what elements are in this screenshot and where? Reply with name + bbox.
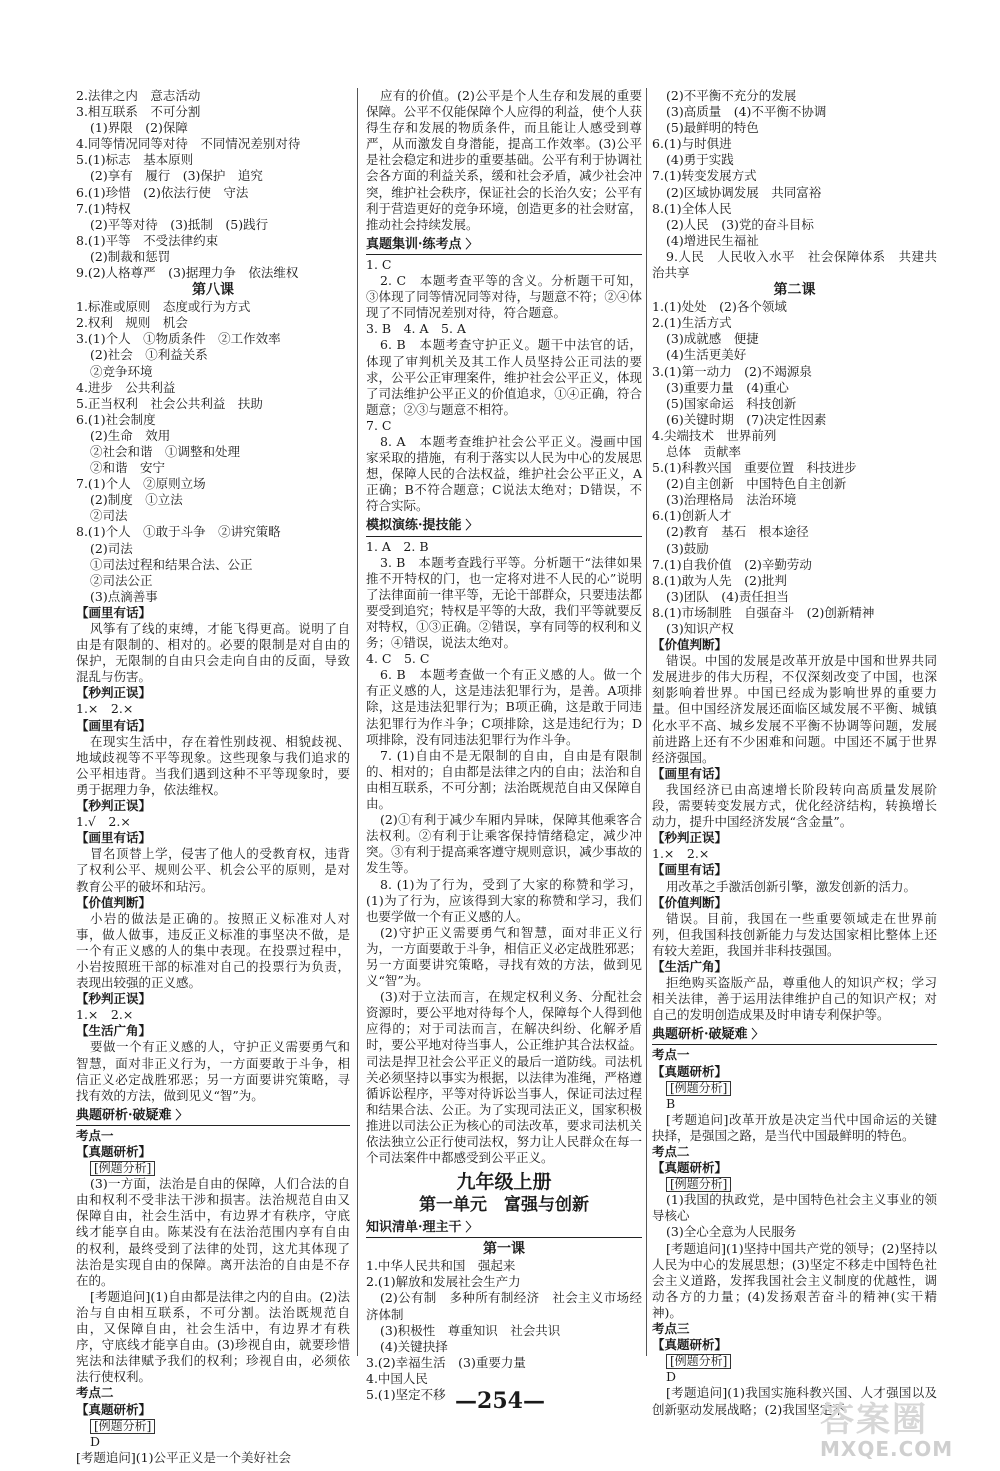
text-line: 6.(1)珍惜 (2)依法行使 守法	[76, 184, 249, 200]
watermark-url: MXQE.COM	[820, 1437, 954, 1461]
text-line: 4.进步 公共利益	[76, 379, 176, 395]
text-line: 1. C	[366, 256, 392, 272]
lesson-heading: 第二课	[773, 282, 816, 299]
paragraph: [考题追问](1)自由都是法律之内的自由。(2)法治与自由相互联系，不可分割。法治既规范自由，又保障自由，社会生活中，有边界才有秩序，守底线才能享自由。(3)珍视自由，就要珍惜宪法和法律赋予我们的权利；珍视自由，必须依法行使权利。	[76, 1288, 350, 1385]
paragraph: 我国经济已由高速增长阶段转向高质量发展阶段，需要转变发展方式，优化经济结构，转换增长动力，提升中国经济发展“含金量”。	[652, 781, 937, 830]
text-line: 8.(1)平等 不受法律约束	[76, 232, 219, 248]
paragraph: 拒绝购买盗版产品，尊重他人的知识产权；学习相关法律，善于运用法律维护自己的知识产权；对自己的发明创造成果及时申请专利保护等。	[652, 975, 937, 1023]
text-line: ②和谐 安宁	[90, 460, 166, 476]
bracket-label: 【真题研析】	[652, 1063, 728, 1079]
paragraph: (3)一方面，法治是自由的保障，人们合法的自由和权利不受非法干涉和损害。法治规范自由又保障自由，社会生活中，有边界才有秩序，守底线才能享自由。陈某没有在法治范围内享有自由的权利，最终受到了法律的处罚，这尤其体现了法治是实现自由的保障。离开法治的自由是不存在的。	[76, 1176, 350, 1288]
watermark-logo	[820, 1392, 990, 1466]
text-line: 1.标准或原则 态度或行为方式	[76, 299, 251, 315]
text-line: (2)制裁和惩罚	[90, 248, 171, 264]
section-heading: 模拟演练·提技能 〉	[366, 517, 642, 536]
section-heading: 真题集训·练考点 〉	[366, 236, 642, 255]
text-line: (3)成就感 便捷	[666, 331, 759, 347]
text-line: (1)界限 (2)保障	[90, 120, 188, 136]
watermark-text: 答案圈	[820, 1400, 928, 1440]
text-line: 1.× 2.×	[76, 701, 134, 717]
chevron-right-icon: 〉	[751, 1027, 764, 1042]
bracket-label: 【画里有话】	[76, 604, 152, 620]
text-line: (2)自主创新 中国特色自主创新	[666, 476, 847, 492]
text-line: 总体 贡献率	[666, 443, 742, 459]
bracket-label: 【画里有话】	[652, 765, 728, 781]
paragraph: 2. C 本题考查平等的含义。分析题干可知，③体现了同等情况同等对待，与题意不符；②④体现了不同情况差别对待，符合题意。	[366, 273, 642, 321]
paragraph: [考题追问](1)坚持中国共产党的领导；(2)坚持以人民为中心的发展思想；(3)坚定不移走中国特色社会主义道路，发挥我国社会主义制度的优越性，调动各方的力量；(4)发扬艰苦奋斗的精神(实干精神)。	[652, 1240, 937, 1320]
text-line: [考题追问](1)公平正义是一个美好社会	[76, 1449, 291, 1465]
bracket-label: 【真题研析】	[652, 1337, 728, 1353]
text-line: 3.相互联系 不可分割	[76, 104, 201, 120]
section-heading: 典题研析·破疑难 〉	[76, 1107, 350, 1126]
paragraph: 应有的价值。(2)公平是个人生存和发展的重要保障。公平不仅能保障个人应得的利益，使个人获得生存和发展的物质条件，而且能让人感受到尊严，从而激发自身潜能，提高工作效率。(3)公平是社会稳定和进步的重要基础。公平有利于协调社会各方面的利益关系，缓和社会矛盾，减少社会冲突，维护社会秩序，保证社会的长治久安；公平有利于营造更好的竞争环境，创造更多的社会财富，推动社会持续发展。	[366, 88, 642, 232]
text-line: 6.(1)与时俱进	[652, 136, 732, 152]
bracket-label: 【真题研析】	[652, 1160, 728, 1176]
text-line: D	[666, 1369, 677, 1385]
exam-point-heading: 考点二	[652, 1144, 690, 1159]
text-line: 1.× 2.×	[652, 846, 710, 862]
text-line: 7.(1)转变发展方式	[652, 168, 757, 184]
exam-point-heading: 考点三	[652, 1321, 690, 1337]
text-line: 7.(1)自我价值 (2)辛勤劳动	[652, 556, 812, 572]
text-line: 2.(1)生活方式	[652, 315, 732, 331]
text-line: 2.权利 规则 机会	[76, 315, 188, 331]
chevron-right-icon: 〉	[465, 1220, 478, 1235]
text-line	[652, 1080, 937, 1096]
grade-heading: 九年级上册	[456, 1171, 552, 1194]
paragraph: 3. B 本题考查践行平等。分析题干“法律如果推不开特权的门，也一定将对进不人民的心”说明了法律面前一律平等，无论干部群众，只要违法都要受到追究；特权是平等的大敌，我们平等就要反对特权，①③正确。②错误，享有同等的权利和义务；④错误，说法太绝对。	[366, 554, 642, 651]
text-line: (2)生命 效用	[90, 427, 171, 443]
page-number: —254—	[455, 1388, 545, 1414]
example-analysis-label: [例题分析]	[90, 1419, 155, 1434]
exam-point-heading: 考点一	[652, 1047, 690, 1063]
text-line: ②社会和谐 ①调整和处理	[90, 443, 241, 459]
text-line: B	[666, 1095, 676, 1111]
text-line: 8.(1)市场制胜 自强奋斗 (2)创新精神	[652, 604, 875, 620]
paragraph: 用改革之手激活创新引擎，激发创新的活力。	[666, 878, 917, 894]
column-right	[652, 88, 937, 1418]
bracket-label: 【秒判正误】	[76, 685, 152, 701]
column-divider	[646, 88, 647, 1356]
lesson-heading: 第一课	[483, 1241, 525, 1258]
paragraph: [考题追问](1)我国实施科教兴国、人才强国以及创新驱动发展战略；(2)我国坚定不	[652, 1385, 937, 1417]
example-analysis-label: [例题分析]	[666, 1354, 731, 1369]
text-line: (3)积极性 尊重知识 社会共识	[380, 1322, 561, 1338]
paragraph: 错误。中国的发展是改革开放是中国和世界共同发展进步的伟大历程，不仅深刻改变了中国，也深刻影响着世界。中国已经成为影响世界的重要力量。但中国经济发展还面临区域发展不平衡、城镇化水平不高、城乡发展不平衡不协调等问题，发展前进路上还有不少困难和问题。中国还不属于世界经济强国。	[652, 653, 937, 765]
paragraph: 6. B 本题考查做一个有正义感的人。做一个有正义感的人，这是违法犯罪行为，是善。A项排除，这是违法犯罪行为；B项正确，这是敢于同违法犯罪行为作斗争；C项排除，这是违纪行为；D项排除，没有同违法犯罪行为作斗争。	[366, 667, 642, 747]
text-line: (4)勇于实践	[666, 152, 734, 168]
text-line: (3)团队 (4)责任担当	[666, 588, 789, 604]
text-line: (2)平等对待 (3)抵制 (5)践行	[90, 216, 269, 232]
bracket-label: 【真题研析】	[76, 1401, 152, 1417]
chevron-right-icon: 〉	[465, 236, 478, 251]
text-line: 8.(1)全体人民	[652, 200, 732, 216]
text-line: (2)不平衡不充分的发展	[666, 88, 797, 103]
paragraph: (2)①有利于减少车厢内异味，保障其他乘客合法权利。②有利于让乘客保持情绪稳定，减少冲突。③有利于提高乘客遵守规则意识，减少事故的发生等。	[366, 812, 642, 876]
paragraph: 6. B 本题考查守护正义。题干中法官的话，体现了审判机关及其工作人员坚持公正司法的要求，公平公正审理案件，维护社会公平正义，体现了司法维护公平正义的价值追求，①④正确，符合题意；②③与题意不相符。	[366, 337, 642, 417]
text-line: 5.正当权利 社会公共利益 扶助	[76, 395, 263, 411]
text-line: 3. B 4. A 5. A	[366, 321, 466, 337]
text-line: ②司法	[90, 508, 128, 524]
text-line: 8.(1)个人 ①敢于斗争 ②讲究策略	[76, 524, 281, 540]
text-line: (2)制度 ①立法	[90, 492, 183, 508]
bracket-label: 【生活广角】	[652, 958, 728, 974]
exam-point-heading: 考点二	[76, 1385, 114, 1401]
text-line: 5.(1)标志 基本原则	[76, 152, 194, 168]
text-line: (3)治理格局 法治环境	[666, 492, 797, 508]
chevron-right-icon: 〉	[465, 518, 478, 533]
text-line: (3)重要力量 (4)重心	[666, 379, 789, 395]
text-line: ②竞争环境	[90, 363, 153, 379]
text-line: ②司法公正	[90, 572, 153, 588]
text-line	[652, 1353, 937, 1369]
text-line: 8.(1)敢为人先 (2)批判	[652, 572, 787, 588]
text-line: 1.中华人民共和国 强起来	[366, 1258, 516, 1274]
text-line: (4)关键抉择	[380, 1338, 448, 1354]
column-divider	[357, 88, 358, 1356]
paragraph: (2)守护正义需要勇气和智慧，面对非正义行为，一方面要敢于斗争，相信正义必定战胜邪恶；另一方面要讲究策略，寻找有效的方法，做到见义“智”为。	[366, 924, 642, 989]
paragraph: 7. (1)自由不是无限制的自由，自由是有限制的、相对的；自由都是法律之内的自由；法治和自由相互联系，不可分割；法治既规范自由又保障自由。	[366, 747, 642, 812]
text-line: 1.× 2.×	[76, 1007, 134, 1023]
chevron-right-icon: 〉	[175, 1107, 188, 1122]
bracket-label: 【价值判断】	[652, 894, 728, 910]
bracket-label: 【画里有话】	[652, 862, 728, 878]
paragraph: 风筝有了线的束缚，才能飞得更高。说明了自由是有限制的、相对的。必要的限制是对自由的保护，无限制的自由只会走向自由的反面，导致混乱与伤害。	[76, 621, 350, 685]
paragraph: (2)公有制 多种所有制经济 社会主义市场经济体制	[366, 1290, 642, 1322]
example-analysis-label: [例题分析]	[666, 1177, 731, 1192]
section-heading: 典题研析·破疑难 〉	[652, 1026, 937, 1045]
example-analysis-label: [例题分析]	[90, 1161, 155, 1176]
text-line: (3)鼓励	[666, 540, 709, 556]
text-line: 1.(1)处处 (2)各个领域	[652, 299, 787, 315]
paragraph: 8. (1)为了行为，受到了大家的称赞和学习，(1)为了行为，应该得到大家的称赞和学习，我们也要学做一个有正义感的人。	[366, 876, 642, 924]
text-line	[76, 1160, 350, 1176]
text-line: 6.(1)社会制度	[76, 411, 156, 427]
text-line: 2.(1)解放和发展社会生产力	[366, 1274, 521, 1290]
paragraph: 9.人民 人民收入水平 社会保障体系 共建共治共享	[652, 248, 937, 281]
text-line: (4)生活更美好	[666, 347, 747, 363]
paragraph: 要做一个有正义感的人，守护正义需要勇气和智慧，面对非正义行为，一方面要敢于斗争，相信正义必定战胜邪恶；另一方面要讲究策略，寻找有效的方法，做到见义“智”为。	[76, 1039, 350, 1103]
paragraph: 冒名顶替上学，侵害了他人的受教育权，违背了权利公平、规则公平、机会公平的原则，是对教育公平的破坏和玷污。	[76, 846, 350, 894]
bracket-label: 【秒判正误】	[76, 991, 152, 1007]
bracket-label: 【画里有话】	[76, 717, 152, 733]
text-line: D	[90, 1433, 101, 1449]
text-line: 3.(1)个人 ①物质条件 ②工作效率	[76, 331, 281, 347]
paragraph: 在现实生活中，存在着性别歧视、相貌歧视、地域歧视等不平等现象。这些现象与我们追求的公平相违背。当我们遇到这种不平等现象时，要勇于据理力争，依法维权。	[76, 733, 350, 797]
text-line: 9.(2)人格尊严 (3)据理力争 依法维权	[76, 265, 299, 281]
text-line: 5.(1)科教兴国 重要位置 科技进步	[652, 460, 857, 476]
text-line: (2)享有 履行 (3)保护 追究	[90, 168, 263, 184]
paragraph: (3)对于立法而言，在规定权利义务、分配社会资源时，要公平地对待每个人，保障每个人得到他应得的；对于司法而言，在解决纠纷、化解矛盾时，要公平地对待当事人，公正维护其合法权益。司法是捍卫社会公平正义的最后一道防线。司法机关必须坚持以事实为根据，以法律为准绳，严格遵循诉讼程序，平等对待诉讼当事人，保证司法过程和结果合法、公正。为了实现司法正义，国家积极推进以司法公正为核心的司法改革，要求司法机关依法独立公正行使司法权，努力让人民群众在每一个司法案件中都感受到公平正义。	[366, 989, 642, 1166]
text-line: (3)知识产权	[666, 621, 734, 636]
text-line: (3)全心全意为人民服务	[666, 1224, 797, 1240]
text-line	[652, 1176, 937, 1192]
lesson-heading: 第八课	[192, 282, 234, 299]
text-line: (3)高质量 (4)不平衡不协调	[666, 104, 827, 120]
text-line: 6.(1)创新人才	[652, 508, 732, 524]
example-analysis-label: [例题分析]	[666, 1081, 731, 1096]
text-line: (2)教育 基石 根本途径	[666, 524, 809, 540]
paragraph: 8. A 本题考查维护社会公平正义。漫画中国家采取的措施，有利于落实以人民为中心的发展思想，保障人民的合法权益，维护社会公平正义，A正确；B不符合题意；C说法太绝对；D错误，不符合实际。	[366, 433, 642, 514]
column-middle	[366, 88, 642, 1403]
text-line: (2)区域协调发展 共同富裕	[666, 184, 822, 200]
text-line: (3)点滴善事	[90, 588, 158, 604]
bracket-label: 【价值判断】	[652, 637, 728, 653]
text-line: 3.(1)第一动力 (2)不竭源泉	[652, 363, 812, 379]
bracket-label: 【画里有话】	[76, 830, 152, 846]
text-line: 7.(1)个人 ②原则立场	[76, 476, 206, 492]
text-line: (2)司法	[90, 540, 133, 556]
text-line: (5)国家命运 科技创新	[666, 395, 797, 411]
text-line: 4.中国人民	[366, 1370, 428, 1386]
paragraph: [考题追问]改革开放是决定当代中国命运的关键抉择，是强国之路，是当代中国最鲜明的特色。	[652, 1111, 937, 1143]
text-line: 2.法律之内 意志活动	[76, 88, 201, 103]
text-line: (2)社会 ①利益关系	[90, 347, 208, 363]
text-line: 3.(2)幸福生活 (3)重要力量	[366, 1354, 526, 1370]
text-line: 5.(1)坚定不移	[366, 1387, 446, 1403]
exam-point-heading: 考点一	[76, 1127, 114, 1143]
text-line: 7. C	[366, 417, 392, 433]
text-line: 4.尖端技术 世界前列	[652, 427, 777, 443]
text-line	[76, 1418, 350, 1434]
text-line: 7.(1)特权	[76, 200, 131, 216]
column-left	[76, 88, 350, 1466]
text-line: (6)关键时期 (7)决定性因素	[666, 411, 827, 427]
bracket-label: 【生活广角】	[76, 1023, 152, 1039]
text-line: (2)人民 (3)党的奋斗目标	[666, 216, 814, 232]
bracket-label: 【真题研析】	[76, 1144, 152, 1159]
text-line: 4.同等情况同等对待 不同情况差别对待	[76, 136, 301, 152]
paragraph: 小岩的做法是正确的。按照正义标准对人对事，做人做事，违反正义标准的事坚决不做，是一个有正义感的人的集中表现。在投票过程中，小岩按照班干部的标准对自己的投票行为负责，表现出较强的正义感。	[76, 910, 350, 991]
bracket-label: 【价值判断】	[76, 894, 152, 910]
text-line: 1.√ 2.×	[76, 814, 131, 830]
bracket-label: 【秒判正误】	[76, 798, 152, 814]
text-line: 4. C 5. C	[366, 651, 430, 667]
text-line: (5)最鲜明的特色	[666, 120, 759, 136]
paragraph: (1)我国的执政党，是中国特色社会主义事业的领导核心	[652, 1192, 937, 1224]
unit-heading: 第一单元 富强与创新	[419, 1195, 589, 1216]
paragraph: 错误。目前，我国在一些重要领域走在世界前列，但我国科技创新能力与发达国家相比整体上还有较大差距，我国并非科技强国。	[652, 910, 937, 958]
text-line: (4)增进民生福祉	[666, 232, 759, 248]
text-line: ①司法过程和结果合法、公正	[90, 556, 253, 572]
section-heading: 知识清单·理主干 〉	[366, 1219, 642, 1238]
text-line: 1. A 2. B	[366, 538, 429, 554]
bracket-label: 【秒判正误】	[652, 830, 728, 846]
